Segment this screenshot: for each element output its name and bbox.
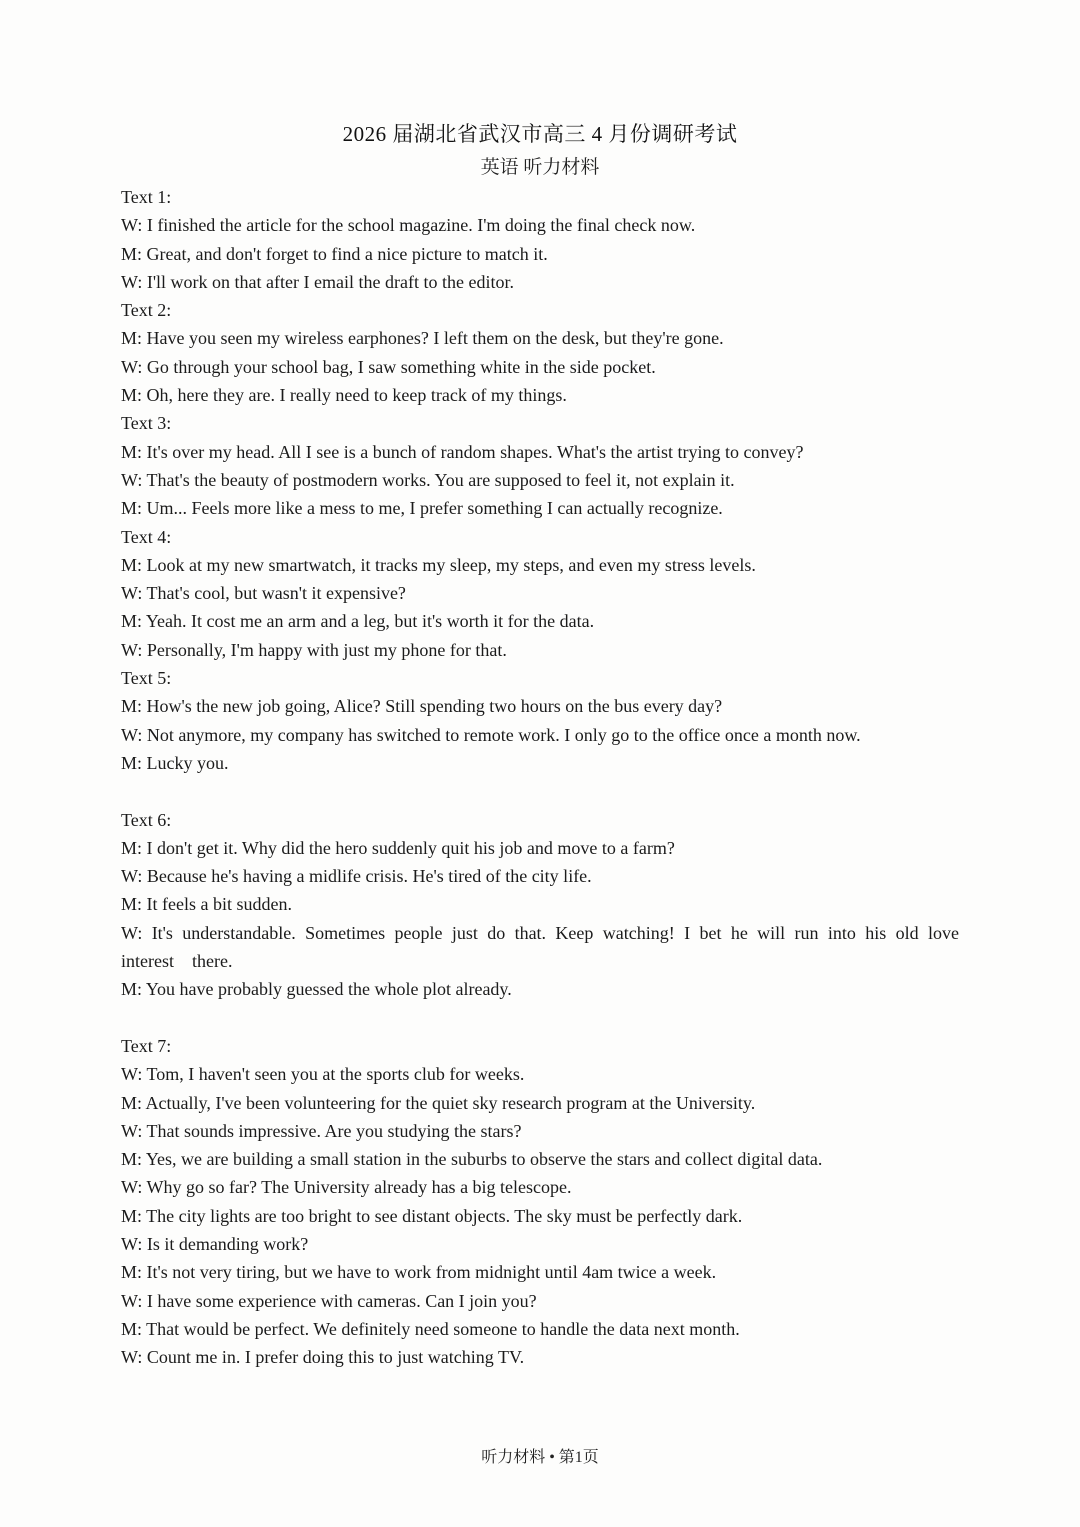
dialogue-line: M: Actually, I've been volunteering for the quiet sky research program at the University. [121, 1092, 756, 1113]
text-4-heading: Text 4: [121, 526, 172, 547]
dialogue-line: M: I don't get it. Why did the hero suddenly quit his job and move to a farm? [121, 837, 675, 858]
dialogue-line: W: Not anymore, my company has switched to remote work. I only go to the office once a month now. [121, 724, 861, 745]
dialogue-line: W: Why go so far? The University already has a big telescope. [121, 1177, 572, 1198]
text-6-heading: Text 6: [121, 809, 172, 830]
dialogue-line: W: Go through your school bag, I saw something white in the side pocket. [121, 356, 656, 377]
dialogue-line: M: How's the new job going, Alice? Still spending two hours on the bus every day? [121, 696, 723, 717]
dialogue-line-continued: interest there. [121, 951, 233, 972]
dialogue-line: M: It feels a bit sudden. [121, 894, 292, 915]
dialogue-line: W: That's cool, but wasn't it expensive? [121, 583, 406, 604]
dialogue-line: W: Personally, I'm happy with just my phone for that. [121, 639, 507, 660]
transcript-body [121, 183, 959, 1371]
dialogue-line: W: I finished the article for the school magazine. I'm doing the final check now. [121, 215, 696, 236]
text-5-heading: Text 5: [121, 668, 172, 689]
dialogue-line: W: Tom, I haven't seen you at the sports club for weeks. [121, 1064, 525, 1085]
dialogue-line: W: I have some experience with cameras. Can I join you? [121, 1290, 537, 1311]
text-7-heading: Text 7: [121, 1035, 172, 1056]
dialogue-line: W: Count me in. I prefer doing this to just watching TV. [121, 1347, 525, 1368]
dialogue-line: M: The city lights are too bright to see distant objects. The sky must be perfectly dark. [121, 1205, 743, 1226]
text-1-heading: Text 1: [121, 187, 172, 207]
dialogue-line: W: Is it demanding work? [121, 1233, 309, 1254]
text-3-heading: Text 3: [121, 413, 172, 434]
dialogue-line: W: Because he's having a midlife crisis. He's tired of the city life. [121, 866, 592, 887]
dialogue-line: M: Look at my new smartwatch, it tracks my sleep, my steps, and even my stress levels. [121, 554, 756, 575]
section-spacer [121, 1004, 959, 1032]
dialogue-line: M: It's over my head. All I see is a bunch of random shapes. What's the artist trying to convey? [121, 441, 804, 462]
dialogue-line: M: Great, and don't forget to find a nice picture to match it. [121, 243, 548, 264]
dialogue-line: W: That sounds impressive. Are you studying the stars? [121, 1120, 522, 1141]
dialogue-line: W: That's the beauty of postmodern works. You are supposed to feel it, not explain it. [121, 469, 735, 490]
page-footer: 听力材料 • 第1页 [481, 1449, 599, 1466]
dialogue-line: M: Oh, here they are. I really need to keep track of my things. [121, 385, 567, 406]
dialogue-line: W: I'll work on that after I email the draft to the editor. [121, 271, 514, 292]
dialogue-line: M: Lucky you. [121, 752, 229, 773]
page-title: 2026 届湖北省武汉市高三 4 月份调研考试 [342, 122, 738, 146]
dialogue-line: M: Yeah. It cost me an arm and a leg, but it's worth it for the data. [121, 611, 595, 632]
dialogue-line-justified: W: It's understandable. Sometimes people just do that. Keep watching! I bet he will run into his old love [121, 922, 959, 943]
dialogue-line: M: You have probably guessed the whole plot already. [121, 979, 512, 1000]
dialogue-line: M: It's not very tiring, but we have to work from midnight until 4am twice a week. [121, 1262, 717, 1283]
dialogue-line: M: Um... Feels more like a mess to me, I prefer something I can actually recognize. [121, 498, 723, 519]
dialogue-line: M: Have you seen my wireless earphones? I left them on the desk, but they're gone. [121, 328, 724, 349]
section-spacer [121, 777, 959, 805]
dialogue-line: M: Yes, we are building a small station in the suburbs to observe the stars and collect digital data. [121, 1149, 823, 1170]
dialogue-line: M: That would be perfect. We definitely need someone to handle the data next month. [121, 1318, 740, 1339]
text-2-heading: Text 2: [121, 300, 172, 321]
page-subtitle: 英语 听力材料 [480, 157, 600, 178]
